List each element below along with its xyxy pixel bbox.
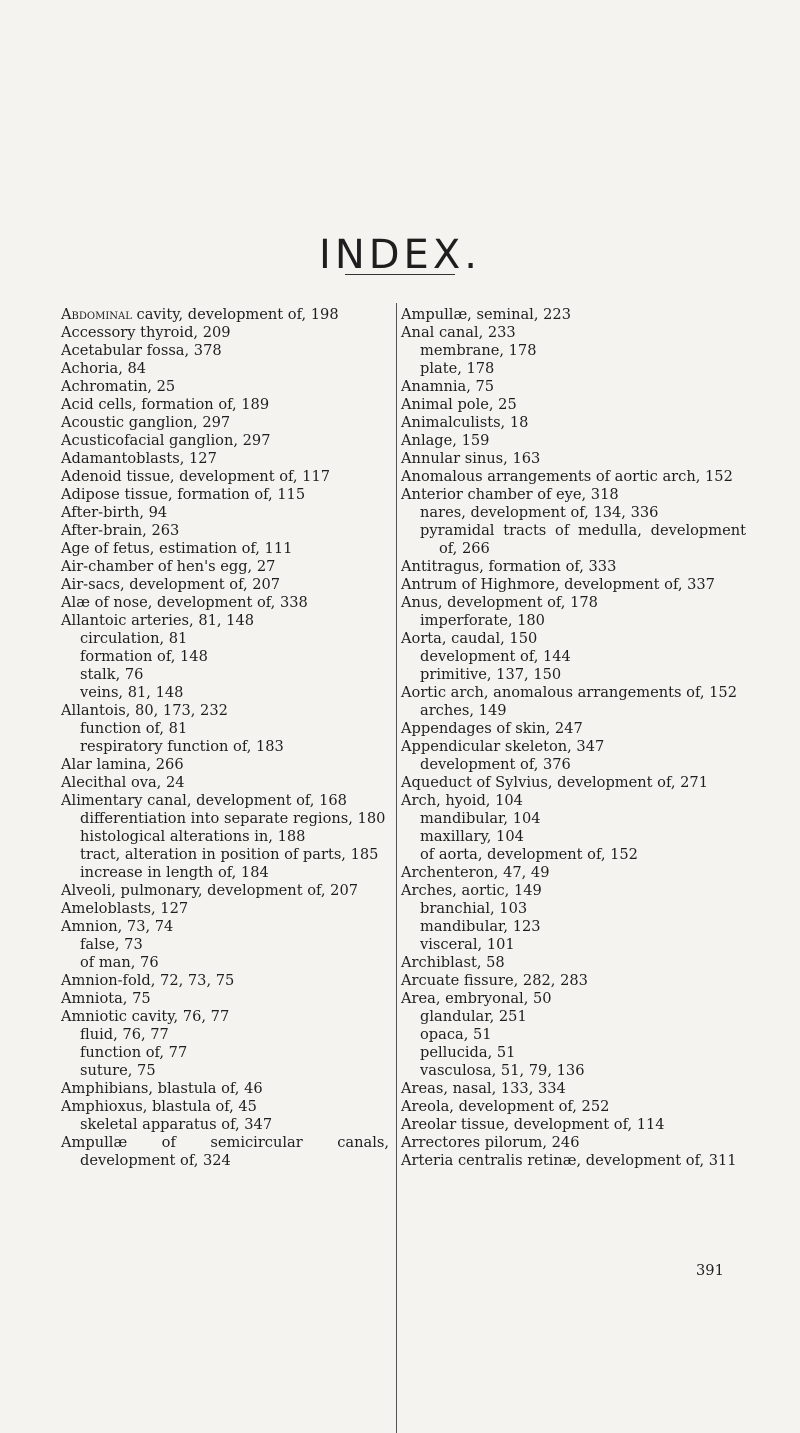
index-entry — [61, 774, 389, 792]
index-entry — [61, 1134, 389, 1170]
index-entry-text: Anus, development of, 178 — [401, 594, 598, 611]
index-entry-text: stalk, 76 — [80, 666, 144, 683]
index-entry-text: arches, 149 — [420, 702, 507, 719]
index-entry-text: Archenteron, 47, 49 — [401, 864, 550, 881]
index-subentry — [401, 612, 746, 630]
index-entry-text: histological alterations in, 188 — [80, 828, 306, 845]
index-entry — [401, 324, 746, 342]
index-entry-text: Appendages of skin, 247 — [401, 720, 583, 737]
index-entry — [61, 486, 389, 504]
index-entry-text: Antrum of Highmore, development of, 337 — [401, 576, 715, 593]
index-entry-text: Alæ of nose, development of, 338 — [61, 594, 308, 611]
index-entry — [61, 468, 389, 486]
index-entry — [401, 1116, 746, 1134]
index-subentry — [401, 936, 746, 954]
index-entry-text: Animalculists, 18 — [401, 414, 529, 431]
index-entry-text: membrane, 178 — [420, 342, 537, 359]
index-entry-text: skeletal apparatus of, 347 — [80, 1116, 273, 1133]
index-subentry — [401, 900, 746, 918]
index-entry-text: Allantoic arteries, 81, 148 — [61, 612, 255, 629]
index-entry-text: Age of fetus, estimation of, 111 — [61, 540, 293, 557]
index-entry-text: Arteria centralis retinæ, development of, 311 — [401, 1152, 737, 1169]
title-rule — [345, 274, 455, 275]
index-entry-text: fluid, 76, 77 — [80, 1026, 169, 1043]
index-entry-text: increase in length of, 184 — [80, 864, 269, 881]
index-entry — [61, 378, 389, 396]
index-subentry — [401, 648, 746, 666]
index-entry — [61, 324, 389, 342]
index-subentry — [61, 810, 389, 828]
index-entry-text: Area, embryonal, 50 — [401, 990, 552, 1007]
index-entry-text: development of, 376 — [420, 756, 571, 773]
index-entry — [401, 558, 746, 576]
index-entry — [61, 882, 389, 900]
index-entry — [401, 1152, 746, 1170]
index-entry-text: branchial, 103 — [420, 900, 528, 917]
index-entry — [401, 882, 746, 900]
index-subentry — [61, 738, 389, 756]
index-entry-text: suture, 75 — [80, 1062, 156, 1079]
index-subentry — [61, 1026, 389, 1044]
index-entry — [401, 486, 746, 504]
index-entry-text: veins, 81, 148 — [80, 684, 184, 701]
index-subentry — [61, 1062, 389, 1080]
index-entry — [61, 990, 389, 1008]
index-entry — [401, 378, 746, 396]
index-entry-text: of aorta, development of, 152 — [420, 846, 638, 863]
index-entry-text: Amniota, 75 — [61, 990, 151, 1007]
index-entry-text: Appendicular skeleton, 347 — [401, 738, 605, 755]
index-entry-text: Archiblast, 58 — [401, 954, 505, 971]
index-entry-text: function of, 77 — [80, 1044, 188, 1061]
index-entry — [401, 972, 746, 990]
index-entry — [401, 1098, 746, 1116]
index-entry-text: Arches, aortic, 149 — [401, 882, 542, 899]
index-entry — [401, 864, 746, 882]
index-entry-text: Anterior chamber of eye, 318 — [401, 486, 619, 503]
index-entry — [61, 396, 389, 414]
index-entry-text: Ameloblasts, 127 — [61, 900, 189, 917]
index-entry — [61, 756, 389, 774]
index-entry-text: function of, 81 — [80, 720, 188, 737]
index-entry — [401, 720, 746, 738]
index-entry — [61, 414, 389, 432]
index-entry — [61, 558, 389, 576]
index-entry — [61, 504, 389, 522]
index-entry-text: Amphibians, blastula of, 46 — [61, 1080, 263, 1097]
index-entry — [401, 738, 746, 756]
index-entry — [61, 1080, 389, 1098]
index-entry-text: Adenoid tissue, development of, 117 — [61, 468, 331, 485]
index-entry-text: Animal pole, 25 — [401, 396, 517, 413]
index-entry — [61, 612, 389, 630]
index-entry — [401, 414, 746, 432]
index-entry-text: Alecithal ova, 24 — [61, 774, 185, 791]
index-entry — [401, 1080, 746, 1098]
index-subentry — [401, 810, 746, 828]
index-entry — [401, 306, 746, 324]
index-entry-text: Alveoli, pulmonary, development of, 207 — [61, 882, 359, 899]
index-subentry — [401, 702, 746, 720]
index-entry-text: primitive, 137, 150 — [420, 666, 562, 683]
index-entry-text: Aortic arch, anomalous arrangements of, 152 — [401, 684, 737, 701]
index-entry-text: plate, 178 — [420, 360, 495, 377]
index-entry — [61, 792, 389, 810]
index-subentry — [61, 666, 389, 684]
index-entry — [401, 432, 746, 450]
column-divider — [396, 303, 397, 1433]
index-entry-text: After-birth, 94 — [61, 504, 168, 521]
index-entry-text: Anlage, 159 — [401, 432, 490, 449]
index-entry-text: Amnion-fold, 72, 73, 75 — [61, 972, 235, 989]
index-subentry — [401, 846, 746, 864]
index-entry — [401, 450, 746, 468]
index-entry-text: maxillary, 104 — [420, 828, 524, 845]
page-title: INDEX. — [319, 232, 481, 278]
index-entry — [401, 396, 746, 414]
index-entry-text: Areolar tissue, development of, 114 — [401, 1116, 665, 1133]
index-entry-text: Air-chamber of hen's egg, 27 — [61, 558, 276, 575]
index-entry-text: Amphioxus, blastula of, 45 — [61, 1098, 257, 1115]
index-entry-text: formation of, 148 — [80, 648, 208, 665]
index-entry-text: Areola, development of, 252 — [401, 1098, 610, 1115]
index-entry-text: opaca, 51 — [420, 1026, 492, 1043]
index-entry — [61, 972, 389, 990]
index-entry-text: Allantois, 80, 173, 232 — [61, 702, 228, 719]
index-entry-text: nares, development of, 134, 336 — [420, 504, 659, 521]
index-entry-text: tract, alteration in position of parts, 185 — [80, 846, 379, 863]
index-entry — [61, 432, 389, 450]
index-entry-text: Annular sinus, 163 — [401, 450, 541, 467]
page-number: 391 — [696, 1262, 724, 1279]
index-column-left — [61, 306, 389, 1170]
index-entry-text: cavity, development of, 198 — [131, 306, 339, 323]
index-entry-text: Adamantoblasts, 127 — [61, 450, 217, 467]
index-subentry — [401, 342, 746, 360]
index-entry-text: Acusticofacial ganglion, 297 — [61, 432, 271, 449]
index-entry — [61, 306, 389, 324]
index-column-right — [401, 306, 746, 1170]
index-entry-text: Areas, nasal, 133, 334 — [401, 1080, 566, 1097]
index-subentry — [401, 504, 746, 522]
index-entry-text: mandibular, 104 — [420, 810, 541, 827]
index-entry-text: Achoria, 84 — [61, 360, 147, 377]
index-entry-text: Anal canal, 233 — [401, 324, 516, 341]
index-entry-text: Arch, hyoid, 104 — [401, 792, 523, 809]
index-subentry — [61, 1044, 389, 1062]
index-entry-text: Alar lamina, 266 — [61, 756, 184, 773]
index-entry-text: Ampullæ of semicircular canals, development of, 324 — [61, 1134, 389, 1169]
index-entry — [61, 1098, 389, 1116]
index-entry-text: Aorta, caudal, 150 — [401, 630, 538, 647]
index-subentry — [401, 666, 746, 684]
index-entry — [401, 576, 746, 594]
index-subentry — [401, 756, 746, 774]
index-entry-text: respiratory function of, 183 — [80, 738, 284, 755]
index-entry-text: Acid cells, formation of, 189 — [61, 396, 270, 413]
index-entry-text: Antitragus, formation of, 333 — [401, 558, 617, 575]
index-entry-text: Alimentary canal, development of, 168 — [61, 792, 347, 809]
index-entry-text: pyramidal tracts of medulla, development of, 266 — [420, 522, 746, 557]
index-entry — [401, 630, 746, 648]
index-entry-text: Anomalous arrangements of aortic arch, 152 — [401, 468, 733, 485]
index-subentry — [401, 1008, 746, 1026]
index-entry — [61, 342, 389, 360]
index-entry-text: pellucida, 51 — [420, 1044, 516, 1061]
index-entry — [401, 792, 746, 810]
index-subentry — [61, 1116, 389, 1134]
index-entry — [61, 900, 389, 918]
index-subentry — [61, 936, 389, 954]
index-entry — [401, 990, 746, 1008]
index-entry-text: of man, 76 — [80, 954, 159, 971]
index-entry — [401, 594, 746, 612]
index-entry — [61, 918, 389, 936]
index-entry-text: glandular, 251 — [420, 1008, 527, 1025]
index-subentry — [401, 1026, 746, 1044]
index-entry-text: Air-sacs, development of, 207 — [61, 576, 281, 593]
index-entry-text: vasculosa, 51, 79, 136 — [420, 1062, 585, 1079]
index-subentry — [401, 360, 746, 378]
index-entry-text: development of, 144 — [420, 648, 571, 665]
index-entry — [401, 774, 746, 792]
index-entry-text: Achromatin, 25 — [61, 378, 176, 395]
index-entry-text: Aqueduct of Sylvius, development of, 271 — [401, 774, 708, 791]
index-entry — [61, 360, 389, 378]
index-entry-text: Anamnia, 75 — [401, 378, 495, 395]
index-entry — [401, 684, 746, 702]
index-entry — [401, 1134, 746, 1152]
index-subentry — [401, 828, 746, 846]
index-subentry — [61, 828, 389, 846]
index-entry-text: Accessory thyroid, 209 — [61, 324, 231, 341]
index-entry — [61, 702, 389, 720]
index-entry — [61, 576, 389, 594]
index-subentry — [61, 648, 389, 666]
index-entry-text: mandibular, 123 — [420, 918, 541, 935]
index-entry — [61, 1008, 389, 1026]
index-entry — [401, 468, 746, 486]
index-entry — [401, 954, 746, 972]
index-entry-text: Amniotic cavity, 76, 77 — [61, 1008, 230, 1025]
index-entry — [61, 450, 389, 468]
index-entry-text: Arcuate fissure, 282, 283 — [401, 972, 588, 989]
index-subentry — [61, 684, 389, 702]
index-entry-text: differentiation into separate regions, 180 — [80, 810, 386, 827]
index-entry — [61, 540, 389, 558]
index-entry-lead: Abdominal — [61, 306, 132, 323]
index-entry-text: Amnion, 73, 74 — [61, 918, 174, 935]
index-entry-text: circulation, 81 — [80, 630, 188, 647]
index-subentry — [401, 522, 746, 558]
index-subentry — [401, 1062, 746, 1080]
index-subentry — [61, 846, 389, 864]
index-entry-text: Acetabular fossa, 378 — [61, 342, 222, 359]
index-entry — [61, 522, 389, 540]
index-entry-text: Adipose tissue, formation of, 115 — [61, 486, 306, 503]
index-entry-text: Ampullæ, seminal, 223 — [401, 306, 571, 323]
index-entry — [61, 594, 389, 612]
index-subentry — [61, 630, 389, 648]
index-entry-text: visceral, 101 — [420, 936, 515, 953]
index-entry-text: Acoustic ganglion, 297 — [61, 414, 231, 431]
index-entry-text: false, 73 — [80, 936, 143, 953]
index-subentry — [61, 720, 389, 738]
index-entry-text: imperforate, 180 — [420, 612, 545, 629]
index-entry-text: Arrectores pilorum, 246 — [401, 1134, 580, 1151]
index-subentry — [61, 864, 389, 882]
index-subentry — [61, 954, 389, 972]
index-entry-text: After-brain, 263 — [61, 522, 180, 539]
index-subentry — [401, 1044, 746, 1062]
index-subentry — [401, 918, 746, 936]
